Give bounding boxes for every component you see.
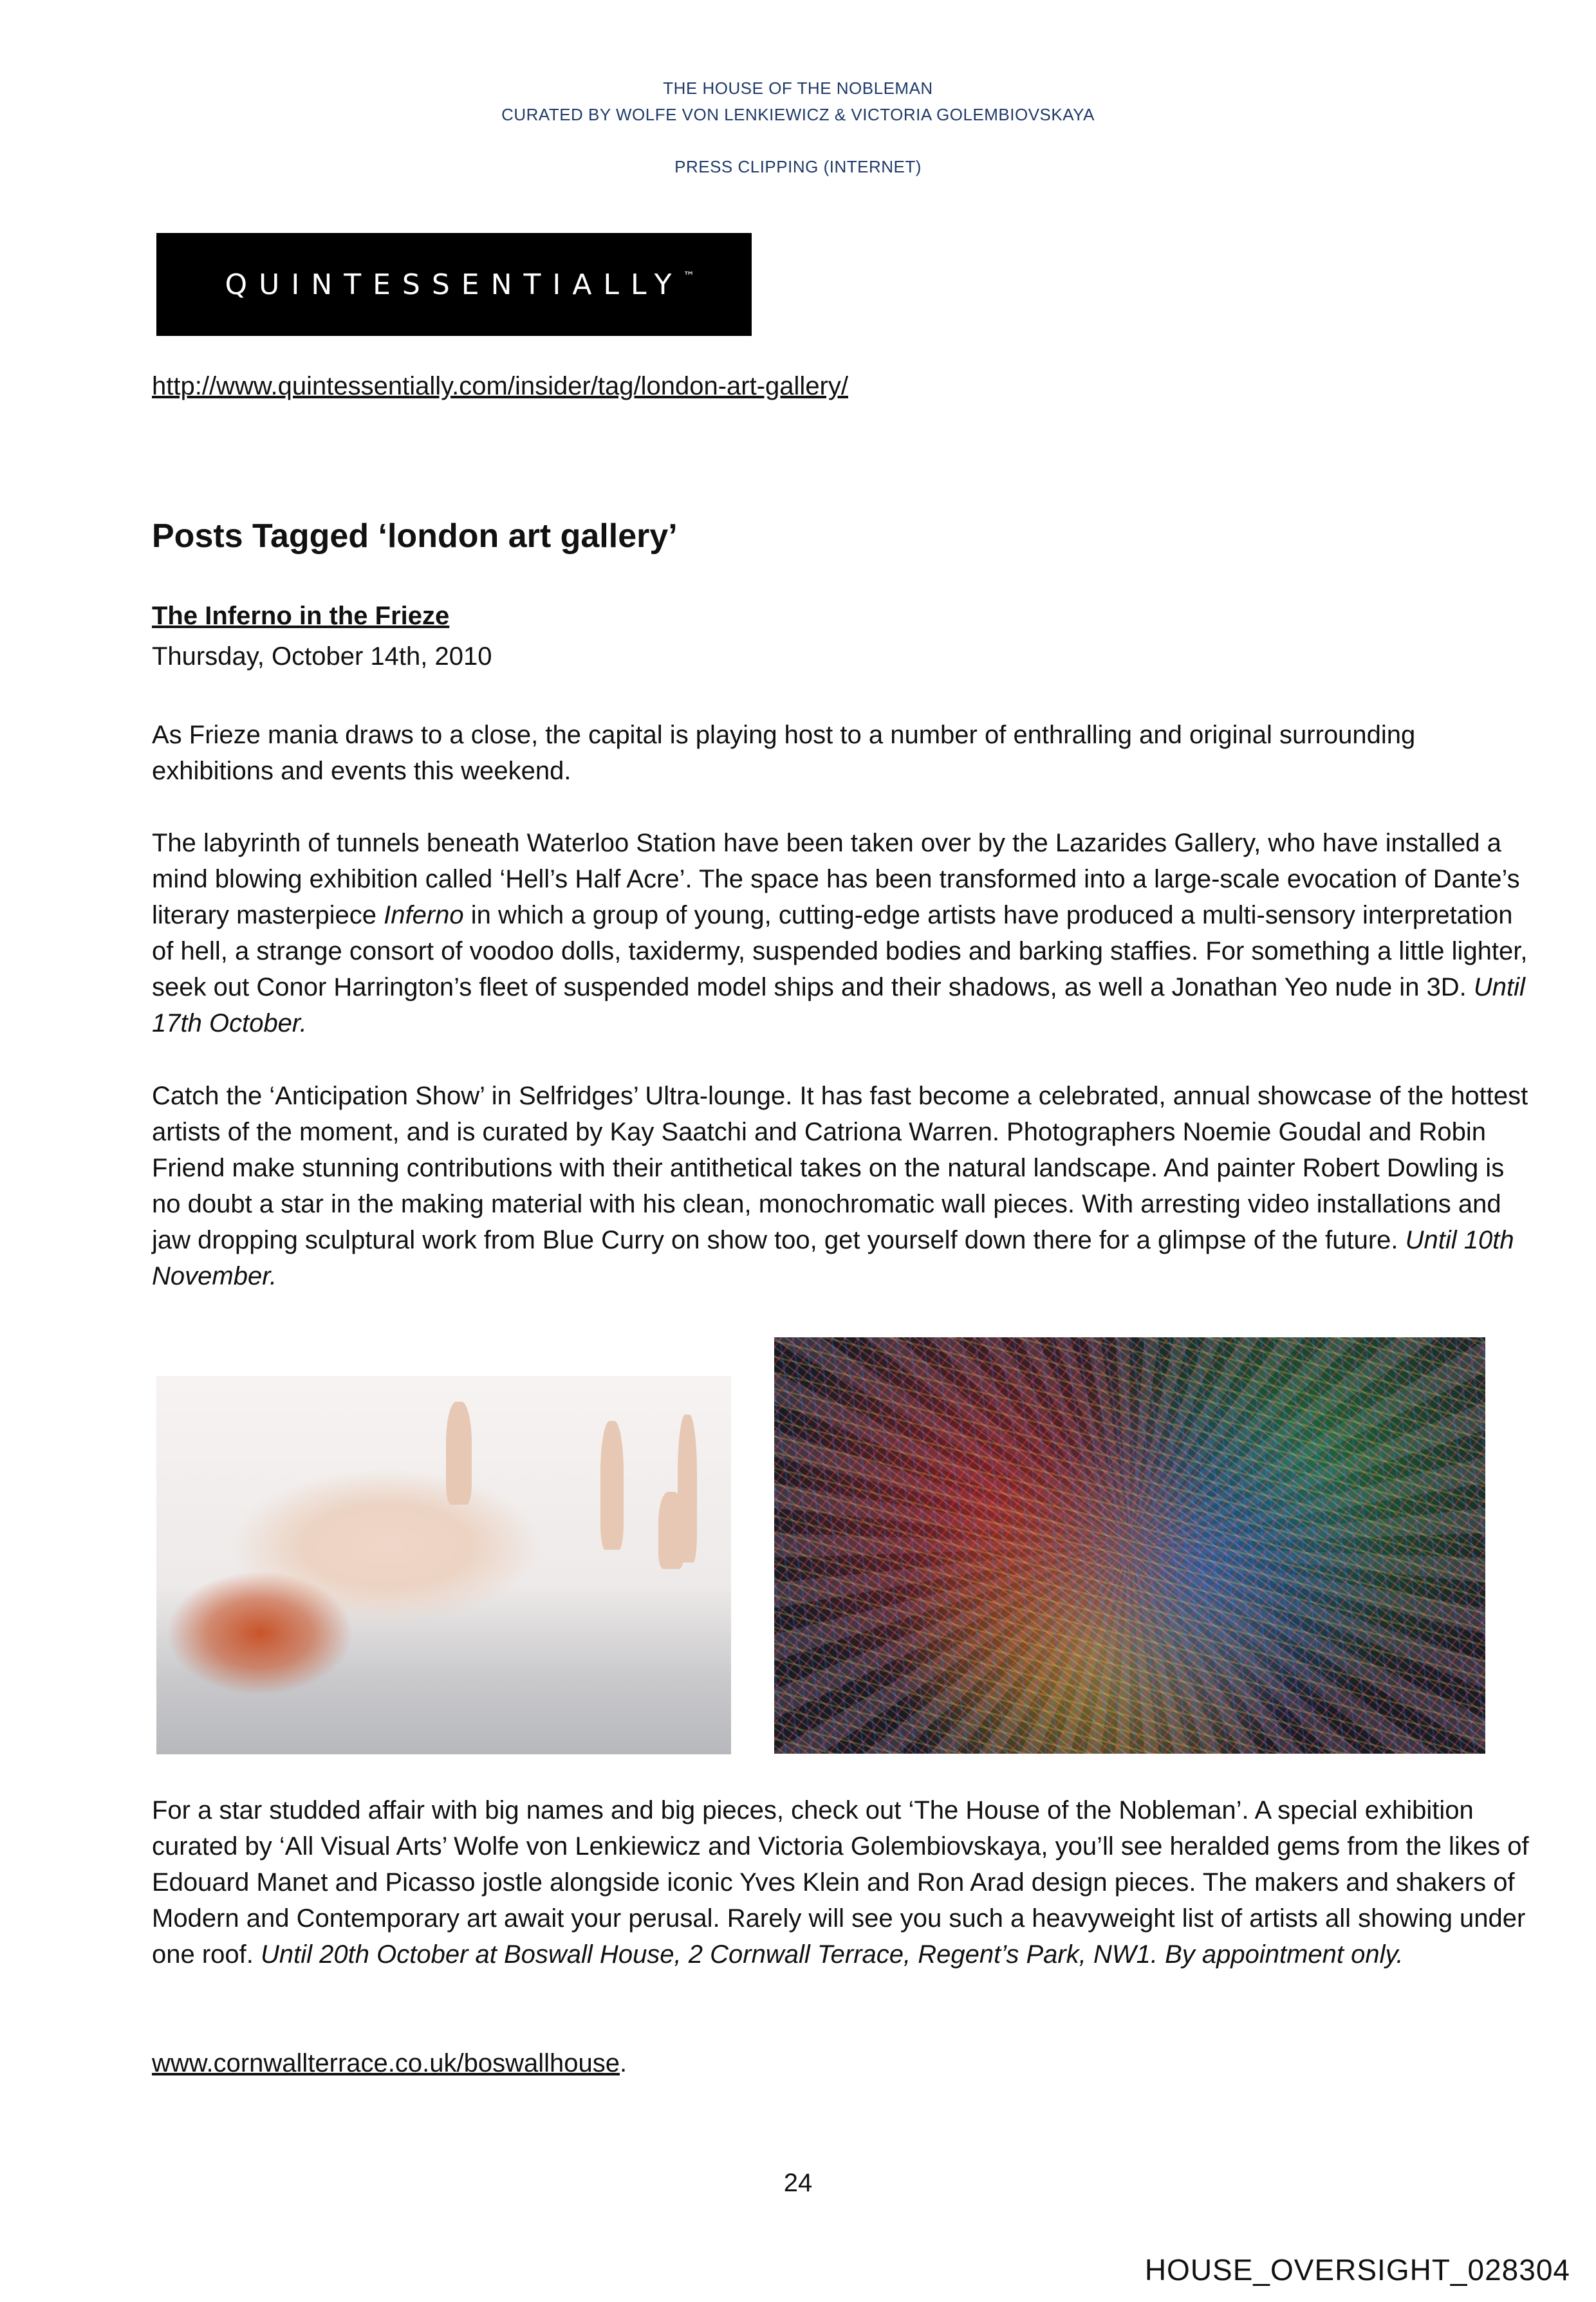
until-date-2: Until 10th November. <box>152 1226 1514 1290</box>
quintessentially-logo <box>156 233 752 336</box>
paragraph-5: www.cornwallterrace.co.uk/boswallhouse. <box>152 2049 627 2077</box>
paragraph-1: As Frieze mania draws to a close, the capital is playing host to a number of enthralling and original surrounding exhibitions and events this weekend. <box>152 721 1416 785</box>
page-number: 24 <box>783 2169 813 2197</box>
until-date-3: Until 20th October at Boswall House, 2 Cornwall Terrace, Regent’s Park, NW1. By appointment only. <box>261 1940 1404 1969</box>
source-url-link[interactable]: http://www.quintessentially.com/insider/tag/london-art-gallery/ <box>152 372 848 400</box>
paragraph-3: Catch the ‘Anticipation Show’ in Selfridges’ Ultra-lounge. It has fast become a celebrated, annual showcase of the hottest artists of the moment, and is curated by Kay Saatchi and Catriona Warren. Photographers Noemie Goudal and Robin Friend make stunning contributions with their antithetical takes on the natural landscape. And painter Robert Dowling is no doubt a star in the making material with his clean, monochromatic wall pieces. With arresting video installations and jaw dropping sculptural work from Blue Curry on show too, get yourself down there for a glimpse of the future. Until 10th November. <box>152 1082 1528 1290</box>
photo-nude-figures <box>156 1376 731 1754</box>
trademark-mark: ™ <box>683 269 695 283</box>
header-line-2: CURATED BY WOLFE VON LENKIEWICZ & VICTORIA GOLEMBIOVSKAYA <box>501 105 1095 124</box>
post-date: Thursday, October 14th, 2010 <box>152 642 492 671</box>
until-date-1: Until 17th October. <box>152 973 1525 1037</box>
inferno-title: Inferno <box>384 901 464 929</box>
header-line-3: PRESS CLIPPING (INTERNET) <box>674 157 922 176</box>
bates-number: HOUSE_OVERSIGHT_028304 <box>1144 2253 1570 2287</box>
logo-wordmark: QUINTESSENTIALLY™ <box>225 268 695 301</box>
paragraph-2: The labyrinth of tunnels beneath Waterloo Station have been taken over by the Lazarides Gallery, who have installed a mind blowing exhibition called ‘Hell’s Half Acre’. The space has been transformed into a large-scale evocation of Dante’s literary masterpiece Inferno in which a group of young, cutting-edge artists have produced a multi-sensory interpretation of hell, a strange consort of voodoo dolls, taxidermy, suspended bodies and barking staffies. For something a little lighter, seek out Conor Harrington’s fleet of suspended model ships and their shadows, as well a Jonathan Yeo nude in 3D. Until 17th October. <box>152 829 1528 1037</box>
page-title: Posts Tagged ‘london art gallery’ <box>152 517 678 555</box>
photo-trading-floor <box>774 1337 1485 1754</box>
post-title-link[interactable]: The Inferno in the Frieze <box>152 602 450 630</box>
header-line-1: THE HOUSE OF THE NOBLEMAN <box>663 79 933 98</box>
paragraph-4: For a star studded affair with big names and big pieces, check out ‘The House of the Nobleman’. A special exhibition curated by ‘All Visual Arts’ Wolfe von Lenkiewicz and Victoria Golembiovskaya, you’ll see heralded gems from the likes of Edouard Manet and Picasso jostle alongside iconic Yves Klein and Ron Arad design pieces. The makers and shakers of Modern and Contemporary art await your perusal. Rarely will see you such a heavyweight list of artists all showing under one roof. Until 20th October at Boswall House, 2 Cornwall Terrace, Regent’s Park, NW1. By appointment only. <box>152 1796 1529 1969</box>
cornwall-terrace-link[interactable]: www.cornwallterrace.co.uk/boswallhouse <box>152 2049 620 2077</box>
